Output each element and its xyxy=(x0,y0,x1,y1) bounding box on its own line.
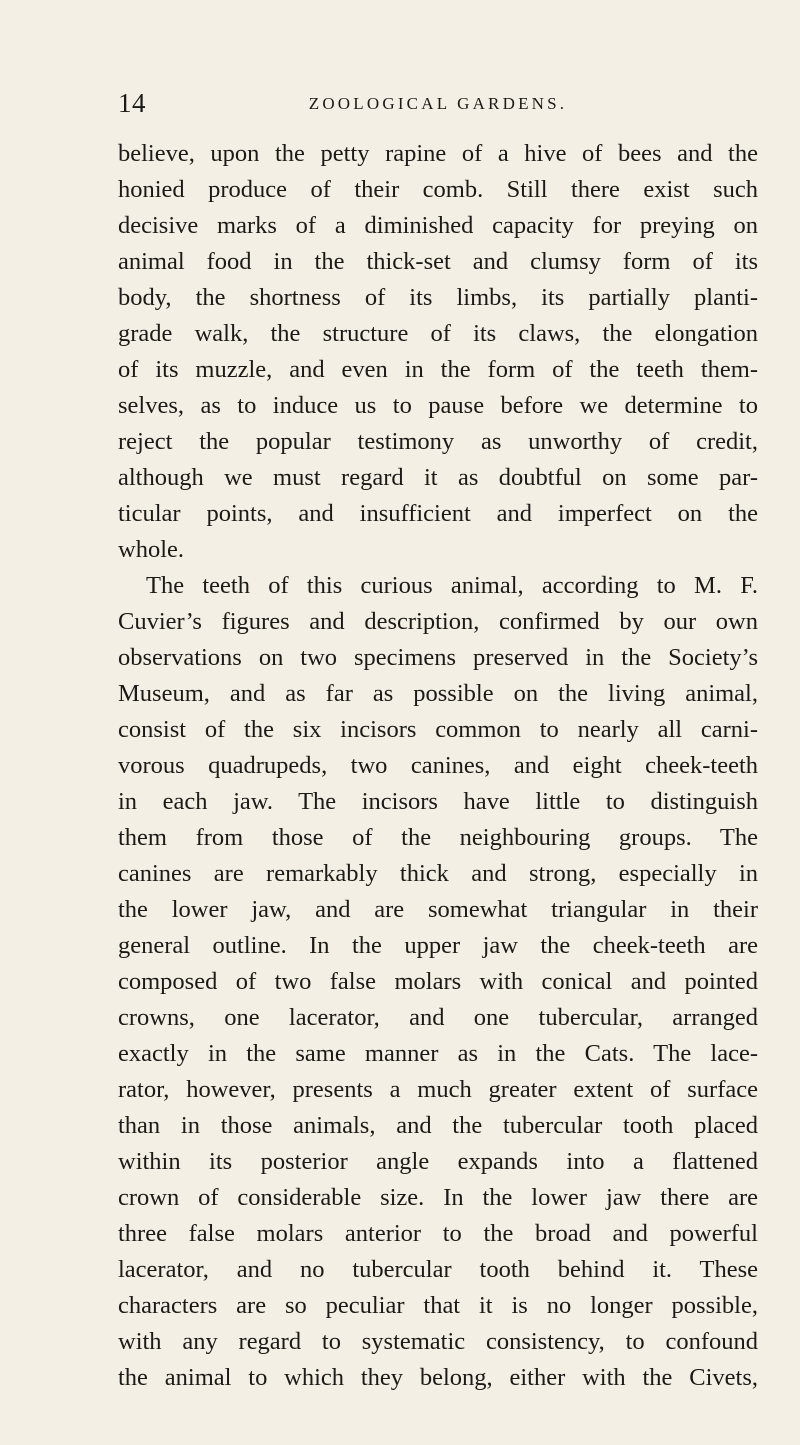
text-line: selves, as to induce us to pause before we determine to xyxy=(118,392,758,419)
text-line: characters are so peculiar that it is no longer possible, xyxy=(118,1292,758,1319)
text-line: animal food in the thick-set and clumsy form of its xyxy=(118,248,758,275)
text-line: canines are remarkably thick and strong, especially in xyxy=(118,860,758,887)
text-line: three false molars anterior to the broad and powerful xyxy=(118,1220,758,1247)
text-line: in each jaw. The incisors have little to distinguish xyxy=(118,788,758,815)
page-header xyxy=(118,88,758,124)
text-line: composed of two false molars with conical and pointed xyxy=(118,968,758,995)
text-line: crowns, one lacerator, and one tubercular, arranged xyxy=(118,1004,758,1031)
text-line: consist of the six incisors common to nearly all carni- xyxy=(118,716,758,743)
text-line: than in those animals, and the tubercular tooth placed xyxy=(118,1112,758,1139)
running-head: ZOOLOGICAL GARDENS. xyxy=(308,94,568,113)
text-line: rator, however, presents a much greater extent of surface xyxy=(118,1076,758,1103)
text-line: exactly in the same manner as in the Cats. The lace- xyxy=(118,1040,758,1067)
paragraph-start-line: The teeth of this curious animal, according to M. F. xyxy=(146,572,758,599)
text-line: general outline. In the upper jaw the cheek-teeth are xyxy=(118,932,758,959)
text-line: observations on two specimens preserved in the Society’s xyxy=(118,644,758,671)
text-line: honied produce of their comb. Still there exist such xyxy=(118,176,758,203)
page-number: 14 xyxy=(118,88,146,118)
text-line: lacerator, and no tubercular tooth behind it. These xyxy=(118,1256,758,1283)
text-line: decisive marks of a diminished capacity for preying on xyxy=(118,212,758,239)
text-line: body, the shortness of its limbs, its partially planti- xyxy=(118,284,758,311)
text-line: crown of considerable size. In the lower jaw there are xyxy=(118,1184,758,1211)
text-line: of its muzzle, and even in the form of the teeth them- xyxy=(118,356,758,383)
text-line: grade walk, the structure of its claws, the elongation xyxy=(118,320,758,347)
text-line: vorous quadrupeds, two canines, and eight cheek-teeth xyxy=(118,752,758,779)
text-line: the animal to which they belong, either with the Civets, xyxy=(118,1364,758,1391)
text-line: Museum, and as far as possible on the living animal, xyxy=(118,680,758,707)
paragraph-end-line: whole. xyxy=(118,536,184,563)
text-line: them from those of the neighbouring groups. The xyxy=(118,824,758,851)
text-line: Cuvier’s figures and description, confirmed by our own xyxy=(118,608,758,635)
text-line: within its posterior angle expands into a flattened xyxy=(118,1148,758,1175)
text-line: the lower jaw, and are somewhat triangular in their xyxy=(118,896,758,923)
text-line: although we must regard it as doubtful on some par- xyxy=(118,464,758,491)
body-text xyxy=(118,136,758,1396)
text-line: ticular points, and insufficient and imperfect on the xyxy=(118,500,758,527)
text-line: believe, upon the petty rapine of a hive of bees and the xyxy=(118,140,758,167)
text-line: with any regard to systematic consistency, to confound xyxy=(118,1328,758,1355)
text-line: reject the popular testimony as unworthy of credit, xyxy=(118,428,758,455)
